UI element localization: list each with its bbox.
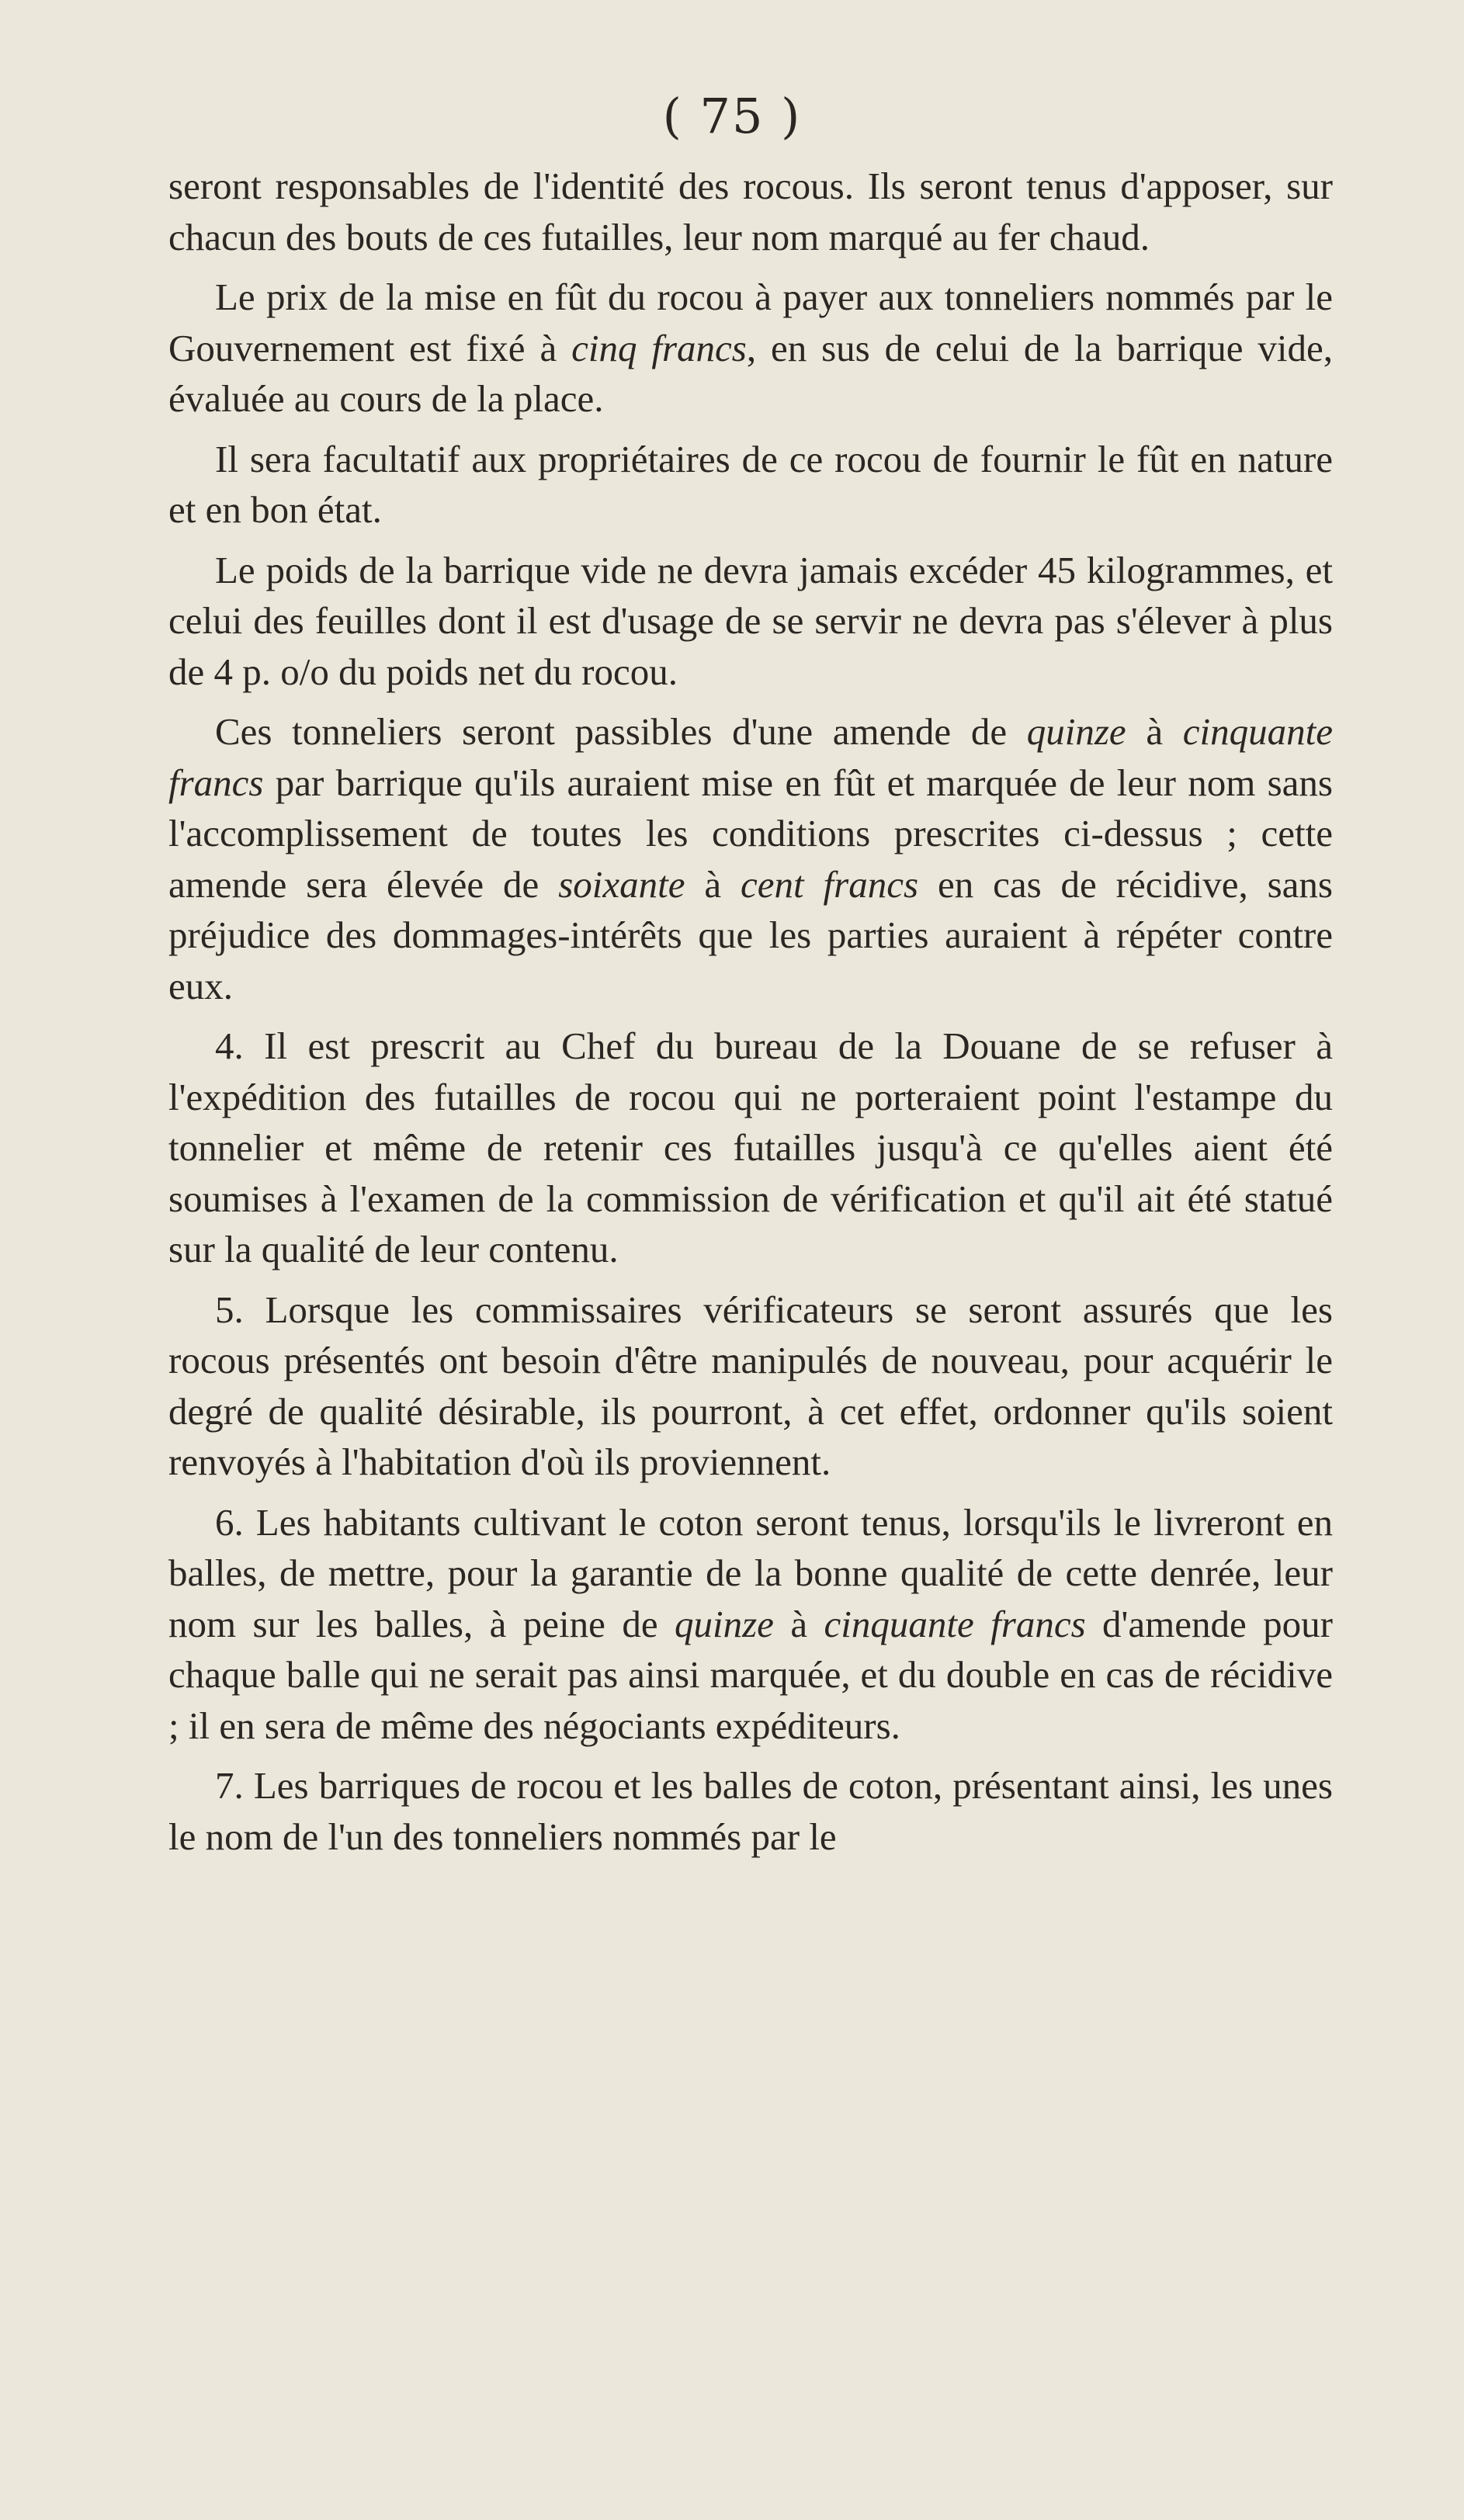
article-5: 5. Lorsque les commissaires vérificateurs se seront assurés que les rocous présentés ont besoin d'être manipulés de nouveau, pour acquérir le degré de qualité désirable, ils pourront, à cet effet, ordonner qu'ils soient renvoyés à l'habitation d'où ils proviennent.: [168, 1288, 1333, 1483]
paragraph-penalty: Ces tonneliers seront passibles d'une amende de quinze à cinquante francs par barrique qu'ils auraient mise en fût et marquée de leur nom sans l'accomplissement de toutes les conditions prescrites ci-dessus ; cette amende sera élevée de soixante à cent francs en cas de récidive, sans préjudice des dommages-intérêts que les parties auraient à répéter contre eux.: [168, 710, 1334, 1007]
paragraph-continuation: seront responsables de l'identité des rocous. Ils seront tenus d'apposer, sur chacun des bouts de ces futailles, leur nom marqué au fer chaud.: [168, 165, 1333, 258]
article-7: 7. Les barriques de rocou et les balles de coton, présentant ainsi, les unes le nom de l'un des tonneliers nommés par le: [168, 1764, 1333, 1858]
page-number: ( 75 ): [662, 88, 802, 144]
article-6: 6. Les habitants cultivant le coton seront tenus, lorsqu'ils le livreront en balles, de mettre, pour la garantie de la bonne qualité de cette denrée, leur nom sur les balles, à peine de quinze à cinquante francs d'amende pour chaque balle qui ne serait pas ainsi marquée, et du double en cas de récidive ; il en sera de même des négociants expéditeurs.: [168, 1500, 1333, 1747]
paragraph-optional-cask: Il sera facultatif aux propriétaires de ce rocou de fournir le fût en nature et en bon état.: [168, 437, 1333, 531]
article-4: 4. Il est prescrit au Chef du bureau de la Douane de se refuser à l'expédition des futailles de rocou qui ne porteraient point l'estampe du tonnelier et même de retenir ces futailles jusqu'à ce qu'elles aient été soumises à l'examen de la commission de vérification et qu'il ait été statué sur la qualité de leur contenu.: [168, 1024, 1333, 1270]
body-text: [168, 161, 1333, 1862]
paragraph-weight: Le poids de la barrique vide ne devra jamais excéder 45 kilogrammes, et celui des feuilles dont il est d'usage de se servir ne devra pas s'élever à plus de 4 p. o/o du poids net du rocou.: [168, 548, 1333, 693]
paragraph-price: Le prix de la mise en fût du rocou à payer aux tonneliers nommés par le Gouvernement est fixé à cinq francs, en sus de celui de la barrique vide, évaluée au cours de la place.: [168, 276, 1333, 420]
